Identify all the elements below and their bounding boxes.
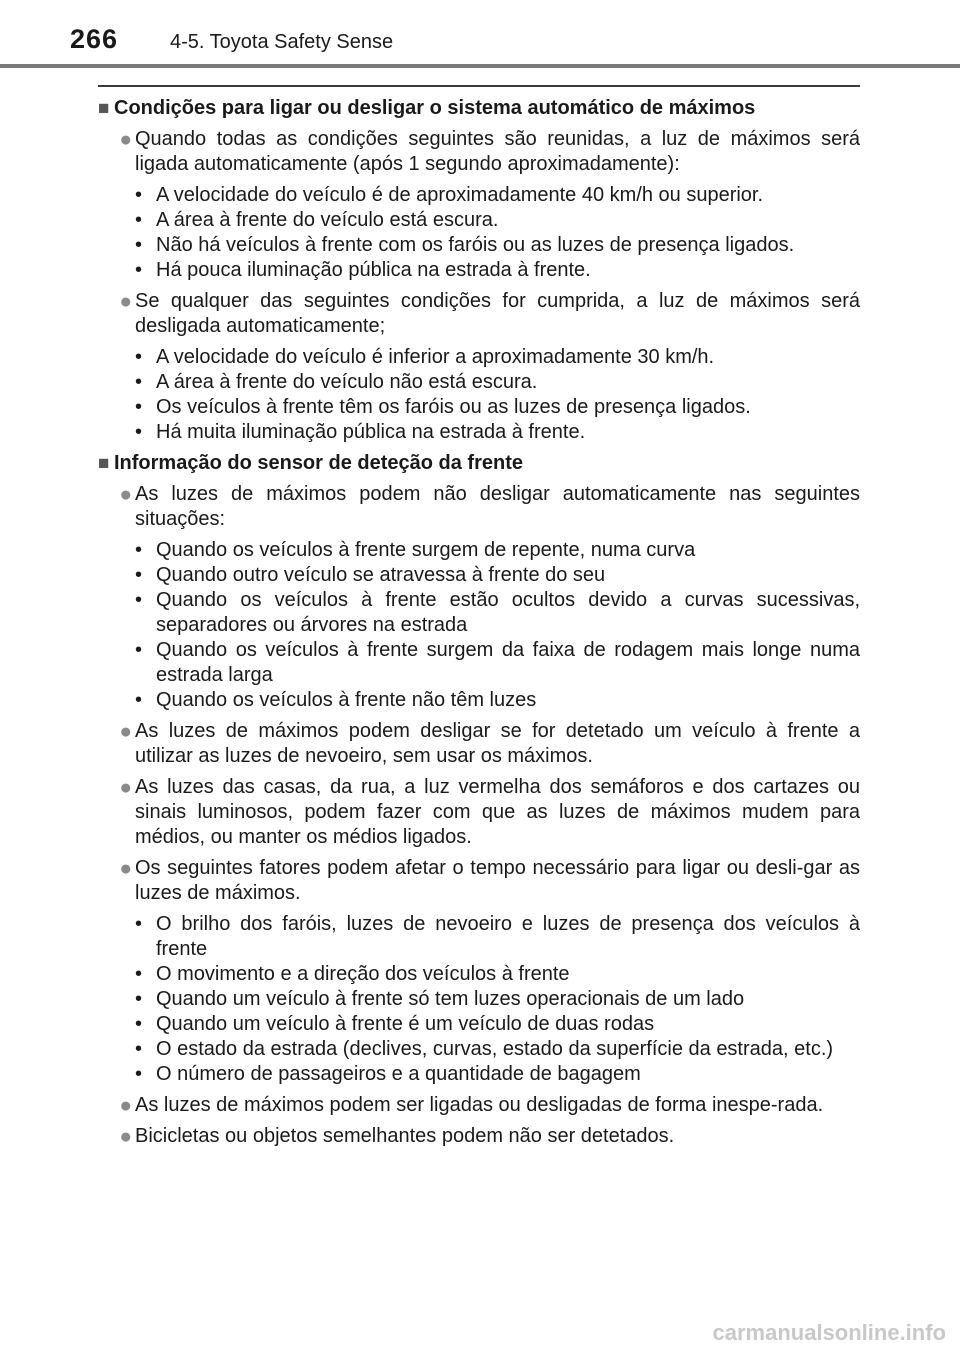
sub-list-item — [98, 395, 860, 420]
small-bullet-icon: • — [134, 913, 142, 935]
small-bullet-icon: • — [134, 988, 142, 1010]
sub-list-item — [98, 1037, 860, 1062]
watermark: carmanualsonline.info — [712, 1320, 946, 1345]
sub-list — [98, 538, 860, 713]
round-bullet-icon: ● — [119, 483, 132, 506]
round-bullet-icon: ● — [119, 1094, 132, 1117]
sub-list-item-text: Quando um veículo à frente só tem luzes operacionais de um lado — [156, 988, 745, 1010]
sub-list-item — [98, 912, 860, 962]
bullet-item — [98, 719, 860, 769]
sub-list-item-text: A área à frente do veículo não está escura. — [156, 371, 538, 393]
sub-list-item — [98, 370, 860, 395]
sub-list-item — [98, 1062, 860, 1087]
sub-list-item — [98, 638, 860, 688]
sub-list — [98, 912, 860, 1087]
sub-list-item-text: A velocidade do veículo é de aproximadamente 40 km/h ou superior. — [156, 184, 764, 206]
sub-list-item-text: Não há veículos à frente com os faróis ou as luzes de presença ligados. — [156, 234, 795, 256]
small-bullet-icon: • — [134, 963, 142, 985]
small-bullet-icon: • — [134, 371, 142, 393]
small-bullet-icon: • — [134, 1063, 142, 1085]
page-header — [0, 0, 960, 70]
small-bullet-icon: • — [134, 689, 142, 711]
sub-list-item — [98, 233, 860, 258]
sub-list-item-text: Quando os veículos à frente estão ocultos devido a curvas sucessivas, separadores ou árvores na estrada — [156, 589, 860, 636]
bullet-item — [98, 289, 860, 339]
round-bullet-icon: ● — [119, 720, 132, 743]
small-bullet-icon: • — [134, 209, 142, 231]
content-top-rule — [98, 85, 860, 87]
small-bullet-icon: • — [134, 259, 142, 281]
round-bullet-icon: ● — [119, 857, 132, 880]
sub-list-item — [98, 563, 860, 588]
sub-list-item — [98, 588, 860, 638]
small-bullet-icon: • — [134, 184, 142, 206]
small-bullet-icon: • — [134, 234, 142, 256]
sub-list-item — [98, 538, 860, 563]
section-heading-text: Informação do sensor de deteção da frente — [114, 452, 523, 474]
bullet-item-text: As luzes de máximos podem desligar se for detetado um veículo à frente a utilizar as luzes de nevoeiro, sem usar os máximos. — [135, 720, 860, 767]
header-rule — [0, 64, 960, 68]
small-bullet-icon: • — [134, 1013, 142, 1035]
sub-list — [98, 345, 860, 445]
section-heading-text: Condições para ligar ou desligar o sistema automático de máximos — [114, 97, 756, 119]
sub-list-item-text: Quando os veículos à frente surgem de repente, numa curva — [156, 539, 696, 561]
bullet-item-text: As luzes de máximos podem ser ligadas ou desligadas de forma inespe-rada. — [135, 1094, 824, 1116]
sub-list-item-text: O movimento e a direção dos veículos à frente — [156, 963, 570, 985]
bullet-item-text: As luzes de máximos podem não desligar automaticamente nas seguintes situações: — [135, 483, 860, 530]
small-bullet-icon: • — [134, 639, 142, 661]
sub-list-item — [98, 1012, 860, 1037]
sub-list-item — [98, 688, 860, 713]
sub-list-item-text: Quando outro veículo se atravessa à frente do seu — [156, 564, 606, 586]
round-bullet-icon: ● — [119, 290, 132, 313]
square-bullet-icon: ■ — [98, 453, 110, 474]
small-bullet-icon: • — [134, 1038, 142, 1060]
small-bullet-icon: • — [134, 346, 142, 368]
page-number: 266 — [70, 24, 119, 54]
bullet-item — [98, 775, 860, 850]
round-bullet-icon: ● — [119, 128, 132, 151]
sub-list-item — [98, 345, 860, 370]
bullet-item-text: Quando todas as condições seguintes são reunidas, a luz de máximos será ligada automaticamente (após 1 segundo aproximadamente): — [135, 128, 860, 175]
sub-list-item-text: O brilho dos faróis, luzes de nevoeiro e luzes de presença dos veículos à frente — [156, 913, 860, 960]
bullet-item — [98, 1093, 860, 1118]
sub-list-item-text: Quando um veículo à frente é um veículo de duas rodas — [156, 1013, 655, 1035]
round-bullet-icon: ● — [119, 1125, 132, 1148]
section-title: 4-5. Toyota Safety Sense — [170, 31, 394, 53]
sub-list-item-text: A velocidade do veículo é inferior a aproximadamente 30 km/h. — [156, 346, 715, 368]
round-bullet-icon: ● — [119, 776, 132, 799]
page-content — [98, 96, 860, 1155]
sub-list-item-text: O número de passageiros e a quantidade de bagagem — [156, 1063, 641, 1085]
bullet-item-text: Se qualquer das seguintes condições for cumprida, a luz de máximos será desligada automaticamente; — [135, 290, 860, 337]
sub-list-item — [98, 183, 860, 208]
sub-list-item — [98, 258, 860, 283]
sub-list-item — [98, 420, 860, 445]
small-bullet-icon: • — [134, 564, 142, 586]
section-heading — [98, 451, 860, 476]
sub-list — [98, 183, 860, 283]
bullet-item — [98, 482, 860, 532]
sub-list-item — [98, 962, 860, 987]
sub-list-item-text: Há muita iluminação pública na estrada à frente. — [156, 421, 586, 443]
small-bullet-icon: • — [134, 589, 142, 611]
sub-list-item — [98, 208, 860, 233]
square-bullet-icon: ■ — [98, 98, 110, 119]
sub-list-item-text: A área à frente do veículo está escura. — [156, 209, 499, 231]
bullet-item — [98, 127, 860, 177]
sub-list-item-text: Os veículos à frente têm os faróis ou as luzes de presença ligados. — [156, 396, 751, 418]
sub-list-item — [98, 987, 860, 1012]
small-bullet-icon: • — [134, 421, 142, 443]
bullet-item-text: Bicicletas ou objetos semelhantes podem não ser detetados. — [135, 1125, 675, 1147]
sub-list-item-text: Há pouca iluminação pública na estrada à frente. — [156, 259, 591, 281]
bullet-item-text: As luzes das casas, da rua, a luz vermelha dos semáforos e dos cartazes ou sinais luminosos, podem fazer com que as luzes de máximos mudem para médios, ou manter os médios ligados. — [135, 776, 860, 848]
bullet-item-text: Os seguintes fatores podem afetar o tempo necessário para ligar ou desli-gar as luzes de máximos. — [135, 857, 860, 904]
sub-list-item-text: Quando os veículos à frente não têm luzes — [156, 689, 537, 711]
small-bullet-icon: • — [134, 539, 142, 561]
small-bullet-icon: • — [134, 396, 142, 418]
bullet-item — [98, 856, 860, 906]
bullet-item — [98, 1124, 860, 1149]
sub-list-item-text: O estado da estrada (declives, curvas, estado da superfície da estrada, etc.) — [156, 1038, 834, 1060]
section-heading — [98, 96, 860, 121]
sub-list-item-text: Quando os veículos à frente surgem da faixa de rodagem mais longe numa estrada larga — [156, 639, 860, 686]
